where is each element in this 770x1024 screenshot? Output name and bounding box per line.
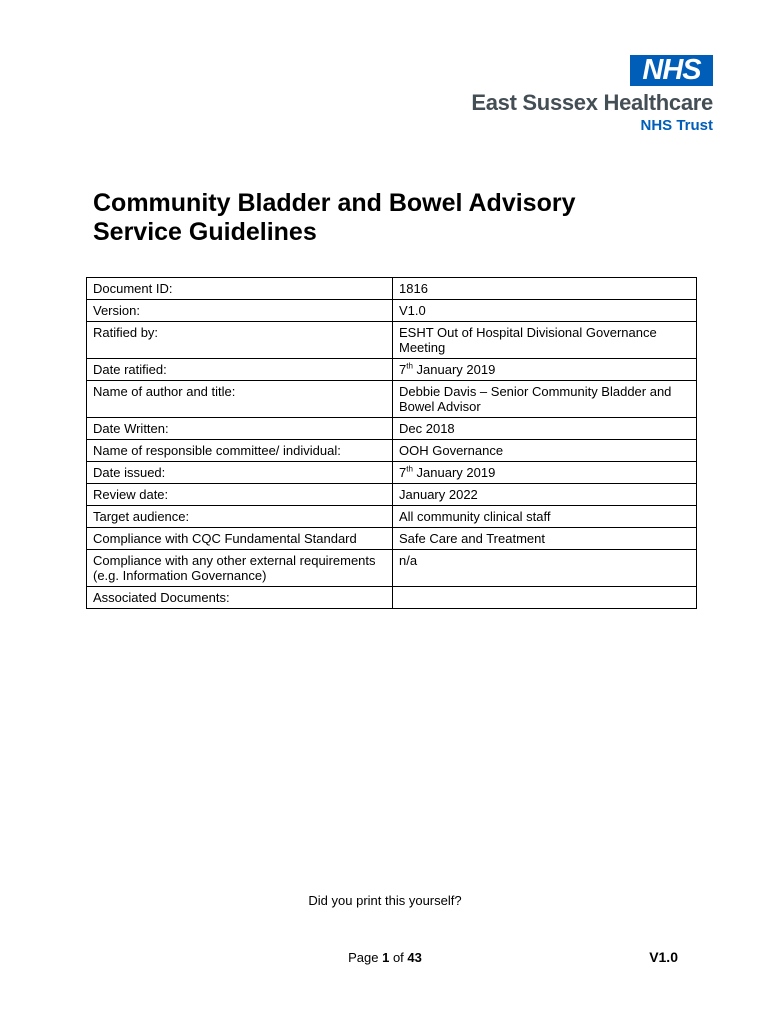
row-value: ESHT Out of Hospital Divisional Governance Meeting <box>393 322 697 359</box>
document-metadata-table <box>86 277 697 609</box>
table-row <box>87 506 697 528</box>
table-row <box>87 278 697 300</box>
row-value: n/a <box>393 550 697 587</box>
page-prefix: Page <box>348 950 383 965</box>
row-label: Compliance with CQC Fundamental Standard <box>87 528 393 550</box>
nhs-badge: NHS <box>630 55 713 86</box>
org-subtitle: NHS Trust <box>640 117 713 134</box>
page-current: 1 <box>382 950 390 965</box>
row-label: Date issued: <box>87 462 393 484</box>
row-value: All community clinical staff <box>393 506 697 528</box>
date-rest: January 2019 <box>412 465 496 480</box>
row-label: Target audience: <box>87 506 393 528</box>
date-ordinal: th <box>406 464 413 474</box>
row-label: Ratified by: <box>87 322 393 359</box>
table-row <box>87 418 697 440</box>
date-ordinal: th <box>406 361 413 371</box>
table-row <box>87 322 697 359</box>
row-label: Name of author and title: <box>87 381 393 418</box>
row-value: Safe Care and Treatment <box>393 528 697 550</box>
row-label: Date Written: <box>87 418 393 440</box>
table-row <box>87 359 697 381</box>
row-label: Document ID: <box>87 278 393 300</box>
row-label: Name of responsible committee/ individual: <box>87 440 393 462</box>
org-name: East Sussex Healthcare <box>471 90 713 115</box>
page-total: 43 <box>407 950 422 965</box>
table-row <box>87 300 697 322</box>
row-label: Review date: <box>87 484 393 506</box>
table-row <box>87 462 697 484</box>
table-row <box>87 528 697 550</box>
row-label: Version: <box>87 300 393 322</box>
row-label: Compliance with any other external requirements (e.g. Information Governance) <box>87 550 393 587</box>
date-day: 7 <box>399 362 407 377</box>
row-label: Associated Documents: <box>87 587 393 609</box>
row-value: OOH Governance <box>393 440 697 462</box>
date-rest: January 2019 <box>412 362 496 377</box>
row-value <box>393 587 697 609</box>
row-value: V1.0 <box>393 300 697 322</box>
print-note: Did you print this yourself? <box>308 893 462 908</box>
footer-version: V1.0 <box>649 949 678 965</box>
document-title <box>93 189 653 247</box>
title-line-2: Service Guidelines <box>93 218 317 246</box>
date-day: 7 <box>399 465 407 480</box>
table-row <box>87 484 697 506</box>
row-value: Dec 2018 <box>393 418 697 440</box>
table-row <box>87 587 697 609</box>
row-value <box>393 359 697 381</box>
row-value: January 2022 <box>393 484 697 506</box>
table-row <box>87 550 697 587</box>
row-label: Date ratified: <box>87 359 393 381</box>
row-value <box>393 462 697 484</box>
row-value: 1816 <box>393 278 697 300</box>
page-of: of <box>389 950 408 965</box>
table-row <box>87 381 697 418</box>
table-row <box>87 440 697 462</box>
title-line-1: Community Bladder and Bowel Advisory <box>93 189 576 217</box>
row-value: Debbie Davis – Senior Community Bladder and Bowel Advisor <box>393 381 697 418</box>
